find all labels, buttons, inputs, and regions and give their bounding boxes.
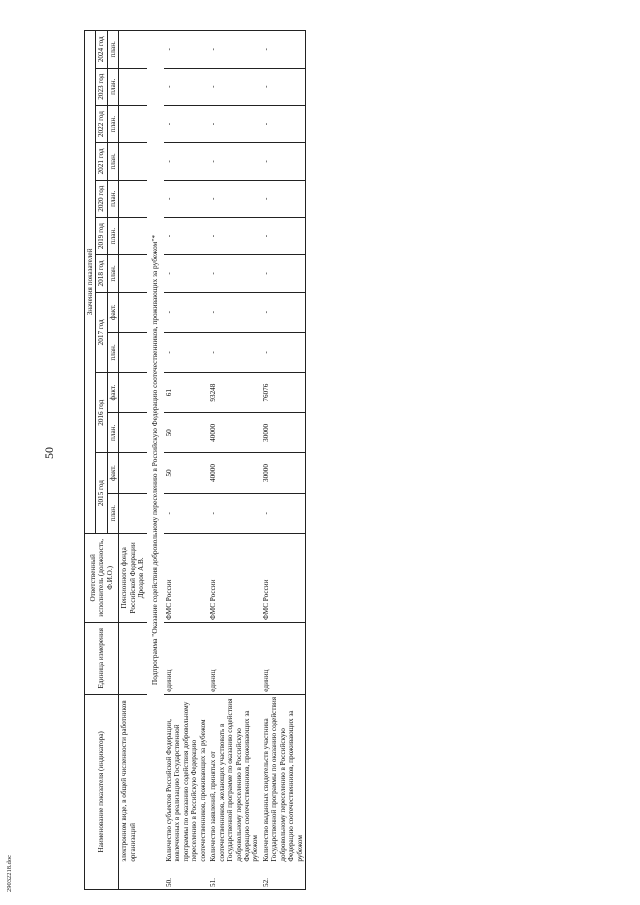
value-2015-plan: - (261, 493, 306, 533)
header-year-2021: 2021 год (96, 143, 107, 180)
row-responsible: ФМС России (164, 533, 208, 622)
value-2020-plan: - (164, 180, 208, 217)
value-2019-plan: - (164, 217, 208, 254)
header-year-2023: 2023 год (96, 68, 107, 105)
row-name: Количество субъектов Российской Федерации, вовлеченных в реализацию Государственной программы по оказанию содействия добровольному переселению в Российскую Федерацию соотечественников, проживающих за рубежом (164, 694, 208, 863)
header-plan: план. (107, 31, 118, 69)
value-2020-plan: - (208, 180, 261, 217)
value-2021-plan: - (208, 143, 261, 180)
continuation-name: электронном виде, в общей численности работников организаций (119, 694, 147, 863)
continuation-row (119, 31, 147, 890)
value-2016-plan: 50 (164, 413, 208, 453)
header-plan: план. (107, 255, 118, 292)
value-2017-fact: - (208, 292, 261, 332)
subprogram-title: Подпрограмма "Оказание содействия добровольному переселению в Российскую Федерацию соотечественников, проживающих за рубежом"* (147, 31, 164, 890)
row-responsible: ФМС России (208, 533, 261, 622)
row-unit: единиц (164, 622, 208, 694)
header-year-2016: 2016 год (96, 373, 107, 453)
row-responsible: ФМС России (261, 533, 306, 622)
header-year-2024: 2024 год (96, 31, 107, 69)
value-2017-plan: - (164, 332, 208, 372)
value-2021-plan: - (261, 143, 306, 180)
value-2024-plan: - (261, 31, 306, 69)
header-year-2017: 2017 год (96, 292, 107, 372)
value-2022-plan: - (261, 105, 306, 142)
value-2018-plan: - (164, 255, 208, 292)
header-year-2020: 2020 год (96, 180, 107, 217)
header-unit: Единица измерения (85, 622, 119, 694)
rotated-table-container (84, 30, 529, 890)
row-unit: единиц (261, 622, 306, 694)
value-2016-fact: 61 (164, 373, 208, 413)
row-number: 50. (164, 864, 208, 890)
value-2022-plan: - (164, 105, 208, 142)
value-2016-plan: 40000 (208, 413, 261, 453)
header-fact: факт. (107, 373, 118, 413)
header-plan: план. (107, 413, 118, 453)
header-plan: план. (107, 105, 118, 142)
table-row (208, 31, 261, 890)
header-fact: факт. (107, 453, 118, 493)
value-2019-plan: - (208, 217, 261, 254)
value-2018-plan: - (261, 255, 306, 292)
value-2016-plan: 30000 (261, 413, 306, 453)
indicators-table (84, 30, 306, 890)
row-name: Количество заявлений, принятых от соотечественников, желающих участвовать в Государственной программе по оказанию содействия добровольному переселению в Российскую Федерацию соотечественников, проживающих за рубежом (208, 694, 261, 863)
value-2024-plan: - (164, 31, 208, 69)
header-plan: план. (107, 143, 118, 180)
value-2023-plan: - (164, 68, 208, 105)
value-2023-plan: - (261, 68, 306, 105)
value-2017-plan: - (261, 332, 306, 372)
header-name: Наименование показателя (индикатора) (85, 694, 119, 889)
header-values-group: Значения показателей (85, 31, 96, 534)
header-fact: факт. (107, 292, 118, 332)
header-plan: план. (107, 217, 118, 254)
row-number: 52. (261, 864, 306, 890)
header-plan: план. (107, 180, 118, 217)
table-row (261, 31, 306, 890)
header-year-2018: 2018 год (96, 255, 107, 292)
value-2015-fact: 50 (164, 453, 208, 493)
value-2017-plan: - (208, 332, 261, 372)
value-2017-fact: - (261, 292, 306, 332)
value-2018-plan: - (208, 255, 261, 292)
row-name: Количество выданных свидетельств участника Государственной программы по оказанию содействия добровольному переселению в Российскую Федерацию соотечественников, проживающих за рубежом (261, 694, 306, 863)
value-2021-plan: - (164, 143, 208, 180)
value-2019-plan: - (261, 217, 306, 254)
value-2017-fact: - (164, 292, 208, 332)
row-number: 51. (208, 864, 261, 890)
row-unit: единиц (208, 622, 261, 694)
table-row (164, 31, 208, 890)
header-year-2022: 2022 год (96, 105, 107, 142)
header-plan: план. (107, 68, 118, 105)
page-number: 50 (42, 447, 56, 459)
value-2015-fact: 40000 (208, 453, 261, 493)
value-2022-plan: - (208, 105, 261, 142)
continuation-responsible: Пенсионного фонда Российской Федерации Дроздов А.В. (119, 533, 147, 622)
value-2016-fact: 93248 (208, 373, 261, 413)
header-plan: план. (107, 493, 118, 533)
header-responsible: Ответственный исполнитель (должность, Ф.И.О.) (85, 533, 119, 622)
footer-file-code: 29032218.doc (6, 854, 13, 892)
subprogram-row (147, 31, 164, 890)
value-2015-plan: - (208, 493, 261, 533)
value-2024-plan: - (208, 31, 261, 69)
value-2023-plan: - (208, 68, 261, 105)
value-2015-fact: 30000 (261, 453, 306, 493)
value-2016-fact: 76076 (261, 373, 306, 413)
value-2015-plan: - (164, 493, 208, 533)
header-plan: план. (107, 332, 118, 372)
value-2020-plan: - (261, 180, 306, 217)
header-year-2019: 2019 год (96, 217, 107, 254)
header-year-2015: 2015 год (96, 453, 107, 533)
